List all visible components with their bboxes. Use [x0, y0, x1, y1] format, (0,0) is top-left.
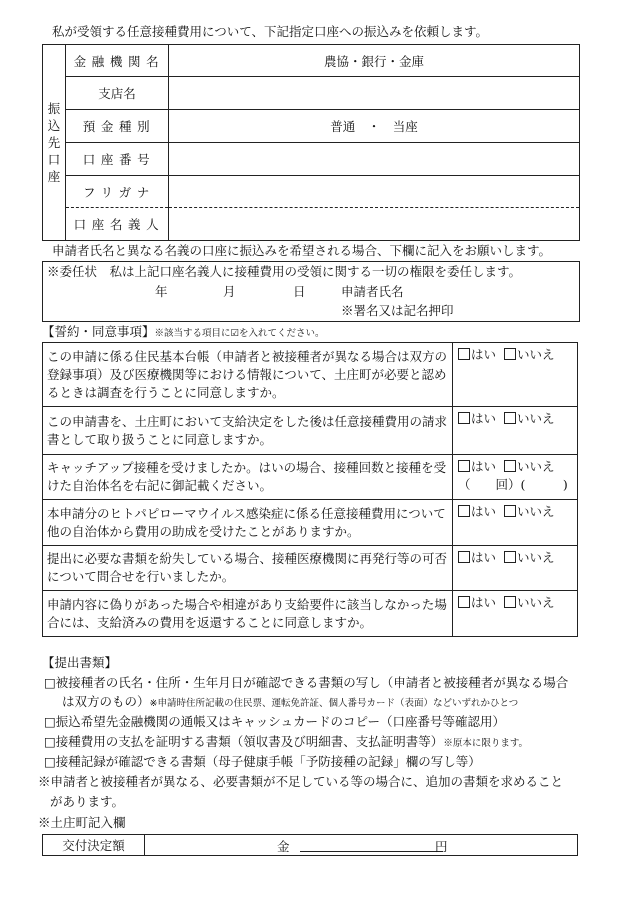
yes-label: はい — [471, 550, 497, 565]
yes-label: はい — [471, 459, 497, 474]
proxy-note: 申請者氏名と異なる名義の口座に振込みを希望される場合、下欄に記入をお願いします。 — [52, 243, 552, 258]
pledge-answer — [453, 500, 578, 546]
docs-note: ※申請者と被接種者が異なる、必要書類が不足している等の場合に、追加の書類を求めること — [38, 774, 564, 789]
branch-field[interactable] — [169, 77, 580, 110]
account-type-field[interactable]: 普通 ・ 当座 — [169, 110, 580, 143]
grant-amount-label: 交付決定額 — [43, 835, 145, 856]
pledge-instruction: ※該当する項目に☑を入れてください。 — [154, 328, 325, 339]
doc-item-1: □被接種者の氏名・住所・生年月日が確認できる書類の写し（申請者と被接種者が異なる場合 — [44, 675, 569, 690]
no-label: いいえ — [517, 595, 555, 610]
yes-label: はい — [471, 595, 497, 610]
account-number-field[interactable] — [169, 143, 580, 176]
office-use-label: ※土庄町記入欄 — [38, 815, 126, 830]
proxy-box — [42, 261, 580, 322]
side-char: 振 — [47, 101, 61, 116]
institution-field[interactable]: 農協・銀行・金庫 — [169, 45, 580, 77]
grant-amount-cell — [145, 835, 578, 856]
no-checkbox[interactable] — [504, 412, 516, 424]
account-holder-field[interactable] — [169, 208, 580, 241]
yes-checkbox[interactable] — [458, 551, 470, 563]
pledge-answer — [453, 546, 578, 591]
yes-label: はい — [471, 504, 497, 519]
no-checkbox[interactable] — [504, 596, 516, 608]
account-type-label: 預金種別 — [66, 110, 169, 143]
yes-label: はい — [471, 347, 497, 362]
no-checkbox[interactable] — [504, 505, 516, 517]
pledge-question: 本申請分のヒトパピローマウイルス感染症に係る任意接種費用について他の自治体から費用の助成を受けたことがありますか。 — [43, 500, 453, 546]
pledge-answer — [453, 591, 578, 637]
pledge-row — [43, 343, 578, 407]
doc-item-3-note: ※原本に限ります。 — [443, 738, 529, 749]
pledge-question: 提出に必要な書類を紛失している場合、接種医療機関に再発行等の可否について問合せを行いましたか。 — [43, 546, 453, 591]
date-month-label: 月 — [223, 284, 236, 299]
institution-label: 金融機関名 — [66, 45, 169, 77]
furigana-label: フリガナ — [66, 176, 169, 208]
doc-item-1-note: ※申請時住所記載の住民票、運転免許証、個人番号カード（表面）などいずれかひとつ — [149, 698, 519, 709]
date-year-label: 年 — [155, 284, 168, 299]
account-number-label: 口座番号 — [66, 143, 169, 176]
pledge-row — [43, 591, 578, 637]
doc-item-1-cont-text: は双方のもの） — [62, 694, 150, 709]
account-holder-label: 口座名義人 — [66, 208, 169, 241]
pledge-heading: 【誓約・同意事項】 — [42, 324, 155, 339]
doc-item-4: □接種記録が確認できる書類（母子健康手帳「予防接種の記録」欄の写し等） — [44, 754, 481, 769]
branch-label: 支店名 — [66, 77, 169, 110]
intro-text: 私が受領する任意接種費用について、下記指定口座への振込みを依頼します。 — [52, 24, 489, 39]
pledge-table — [42, 342, 578, 637]
pledge-row — [43, 455, 578, 500]
no-checkbox[interactable] — [504, 460, 516, 472]
bank-account-table — [42, 44, 580, 241]
yes-label: はい — [471, 411, 497, 426]
pledge-answer — [453, 343, 578, 407]
side-char: 込 — [47, 118, 61, 133]
docs-note-cont: があります。 — [50, 794, 125, 809]
applicant-name-label: 申請者氏名 — [341, 284, 404, 299]
pledge-question: キャッチアップ接種を受けましたか。はいの場合、接種回数と接種を受けた自治体名を右記に御記載ください。 — [43, 455, 453, 500]
yes-checkbox[interactable] — [458, 412, 470, 424]
no-checkbox[interactable] — [504, 551, 516, 563]
side-char: 座 — [47, 169, 61, 184]
pledge-question: この申請書を、土庄町において支給決定をした後は任意接種費用の請求書として取り扱うことに同意しますか。 — [43, 407, 453, 455]
doc-item-2: □振込希望先金融機関の通帳又はキャッシュカードのコピー（口座番号等確認用） — [44, 714, 506, 729]
catchup-count-field[interactable]: （ 回）( ) — [458, 477, 568, 492]
yes-checkbox[interactable] — [458, 596, 470, 608]
pledge-row — [43, 546, 578, 591]
date-day-label: 日 — [293, 284, 306, 299]
pledge-heading-line — [42, 324, 325, 342]
pledge-answer — [453, 407, 578, 455]
yes-checkbox[interactable] — [458, 460, 470, 472]
doc-item-1-cont — [62, 694, 518, 712]
no-label: いいえ — [517, 459, 555, 474]
amount-suffix: 円 — [435, 838, 448, 854]
side-char: 先 — [47, 135, 61, 150]
amount-field[interactable] — [300, 851, 443, 852]
proxy-statement: ※委任状 私は上記口座名義人に接種費用の受領に関する一切の権限を委任します。 — [47, 264, 522, 279]
no-label: いいえ — [517, 504, 555, 519]
yes-checkbox[interactable] — [458, 505, 470, 517]
bank-side-label — [43, 45, 66, 241]
pledge-row — [43, 407, 578, 455]
no-checkbox[interactable] — [504, 348, 516, 360]
no-label: いいえ — [517, 347, 555, 362]
signature-label: ※署名又は記名押印 — [341, 303, 454, 318]
doc-item-3-line — [44, 734, 528, 752]
pledge-question: 申請内容に偽りがあった場合や相違があり支給要件に該当しなかった場合には、支給済みの費用を返還することに同意しますか。 — [43, 591, 453, 637]
office-table — [42, 834, 578, 856]
amount-prefix: 金 — [277, 838, 290, 854]
pledge-answer — [453, 455, 578, 500]
no-label: いいえ — [517, 550, 555, 565]
docs-heading: 【提出書類】 — [42, 655, 118, 670]
doc-item-3: □接種費用の支払を証明する書類（領収書及び明細書、支払証明書等） — [44, 734, 444, 749]
side-char: 口 — [47, 152, 61, 167]
pledge-row — [43, 500, 578, 546]
furigana-field[interactable] — [169, 176, 580, 208]
no-label: いいえ — [517, 411, 555, 426]
pledge-question: この申請に係る住民基本台帳（申請者と被接種者が異なる場合は双方の登録事項）及び医療機関等における情報について、土庄町が必要と認めるときは調査を行うことに同意しますか。 — [43, 343, 453, 407]
yes-checkbox[interactable] — [458, 348, 470, 360]
